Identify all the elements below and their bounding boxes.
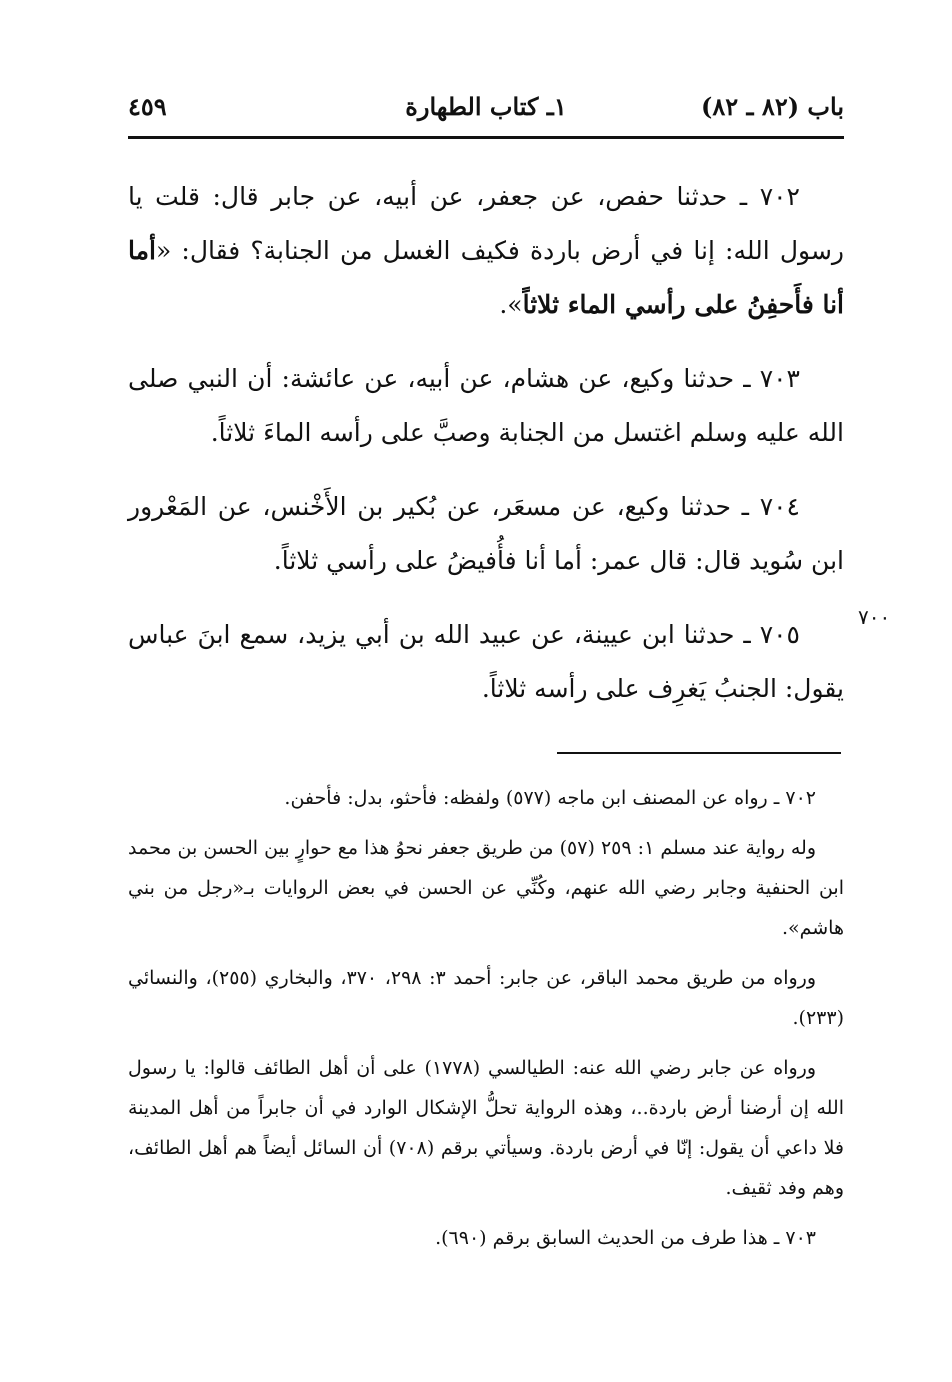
footnote-baqir: ورواه من طريق محمد الباقر، عن جابر: أحمد ٣: ٢٩٨، ٣٧٠، والبخاري (٢٥٥)، والنسائي (٢٣٣). — [128, 967, 844, 1029]
hadith-704-text: ٧٠٤ ـ حدثنا وكيع، عن مسعَر، عن بُكير بن الأَخْنس، عن المَعْرور ابن سُويد قال: قال عمر: أما أنا فأُفيضُ على رأسي ثلاثاً. — [128, 492, 844, 575]
book-title: ١ـ كتاب الطهارة — [405, 92, 567, 121]
page-number: ٤٥٩ — [128, 92, 167, 121]
footnote-702-source: ٧٠٢ ـ رواه عن المصنف ابن ماجه (٥٧٧) ولفظه: فأحثو، بدل: فأحفن. — [284, 787, 816, 809]
page-header — [128, 88, 844, 128]
chapter-title: باب (٨٢ ـ ٨٢) — [701, 92, 844, 121]
hadith-702 — [128, 170, 844, 332]
footnote-703: ٧٠٣ ـ هذا طرف من الحديث السابق برقم (٦٩٠). — [435, 1227, 816, 1249]
footnote-tayalisi: ورواه عن جابر رضي الله عنه: الطيالسي (١٧٧٨) على أن أهل الطائف قالوا: يا رسول الله إن أرضنا أرض باردة..، وهذه الرواية تحلُّ الإشكال الوارد في أن جابراً من أهل المدينة فلا داعي أن يقول: إنّا في أرض باردة. وسيأتي برقم (٧٠٨) أن السائل أيضاً هم أهل الطائف، وهم وفد ثقيف. — [128, 1057, 844, 1199]
margin-number: ٧٠٠ — [858, 605, 891, 629]
footnotes — [128, 778, 844, 1268]
hadith-702-quote: أما أنا فأَحفِنُ على رأسي الماء ثلاثاً — [128, 236, 844, 319]
hadith-705-text: ٧٠٥ ـ حدثنا ابن عيينة، عن عبيد الله بن أبي يزيد، سمع ابنَ عباس يقول: الجنبُ يَغرِف على رأسه ثلاثاً. — [128, 620, 844, 703]
hadith-703-text: ٧٠٣ ـ حدثنا وكيع، عن هشام، عن أبيه، عن عائشة: أن النبي صلى الله عليه وسلم اغتسل من الجنابة وصبَّ على رأسه الماءَ ثلاثاً. — [128, 364, 844, 447]
hadith-702-text: ٧٠٢ ـ حدثنا حفص، عن جعفر، عن أبيه، عن جابر قال: قلت يا رسول الله: إنا في أرض باردة فكيف الغسل من الجنابة؟ فقال: « — [128, 182, 844, 265]
footnote-muslim: وله رواية عند مسلم ١: ٢٥٩ (٥٧) من طريق جعفر نحوُ هذا مع حوارٍ بين الحسن بن محمد ابن الحنفية وجابر رضي الله عنهم، وكُنِّي عن الحسن في بعض الروايات بـ«رجل من بني هاشم». — [128, 837, 844, 939]
hadith-704 — [128, 480, 844, 588]
footnote-divider — [557, 752, 841, 754]
hadith-body — [128, 170, 844, 736]
hadith-702-tail: ». — [499, 290, 523, 319]
hadith-703 — [128, 352, 844, 460]
hadith-705 — [128, 608, 844, 716]
header-divider — [128, 136, 844, 139]
